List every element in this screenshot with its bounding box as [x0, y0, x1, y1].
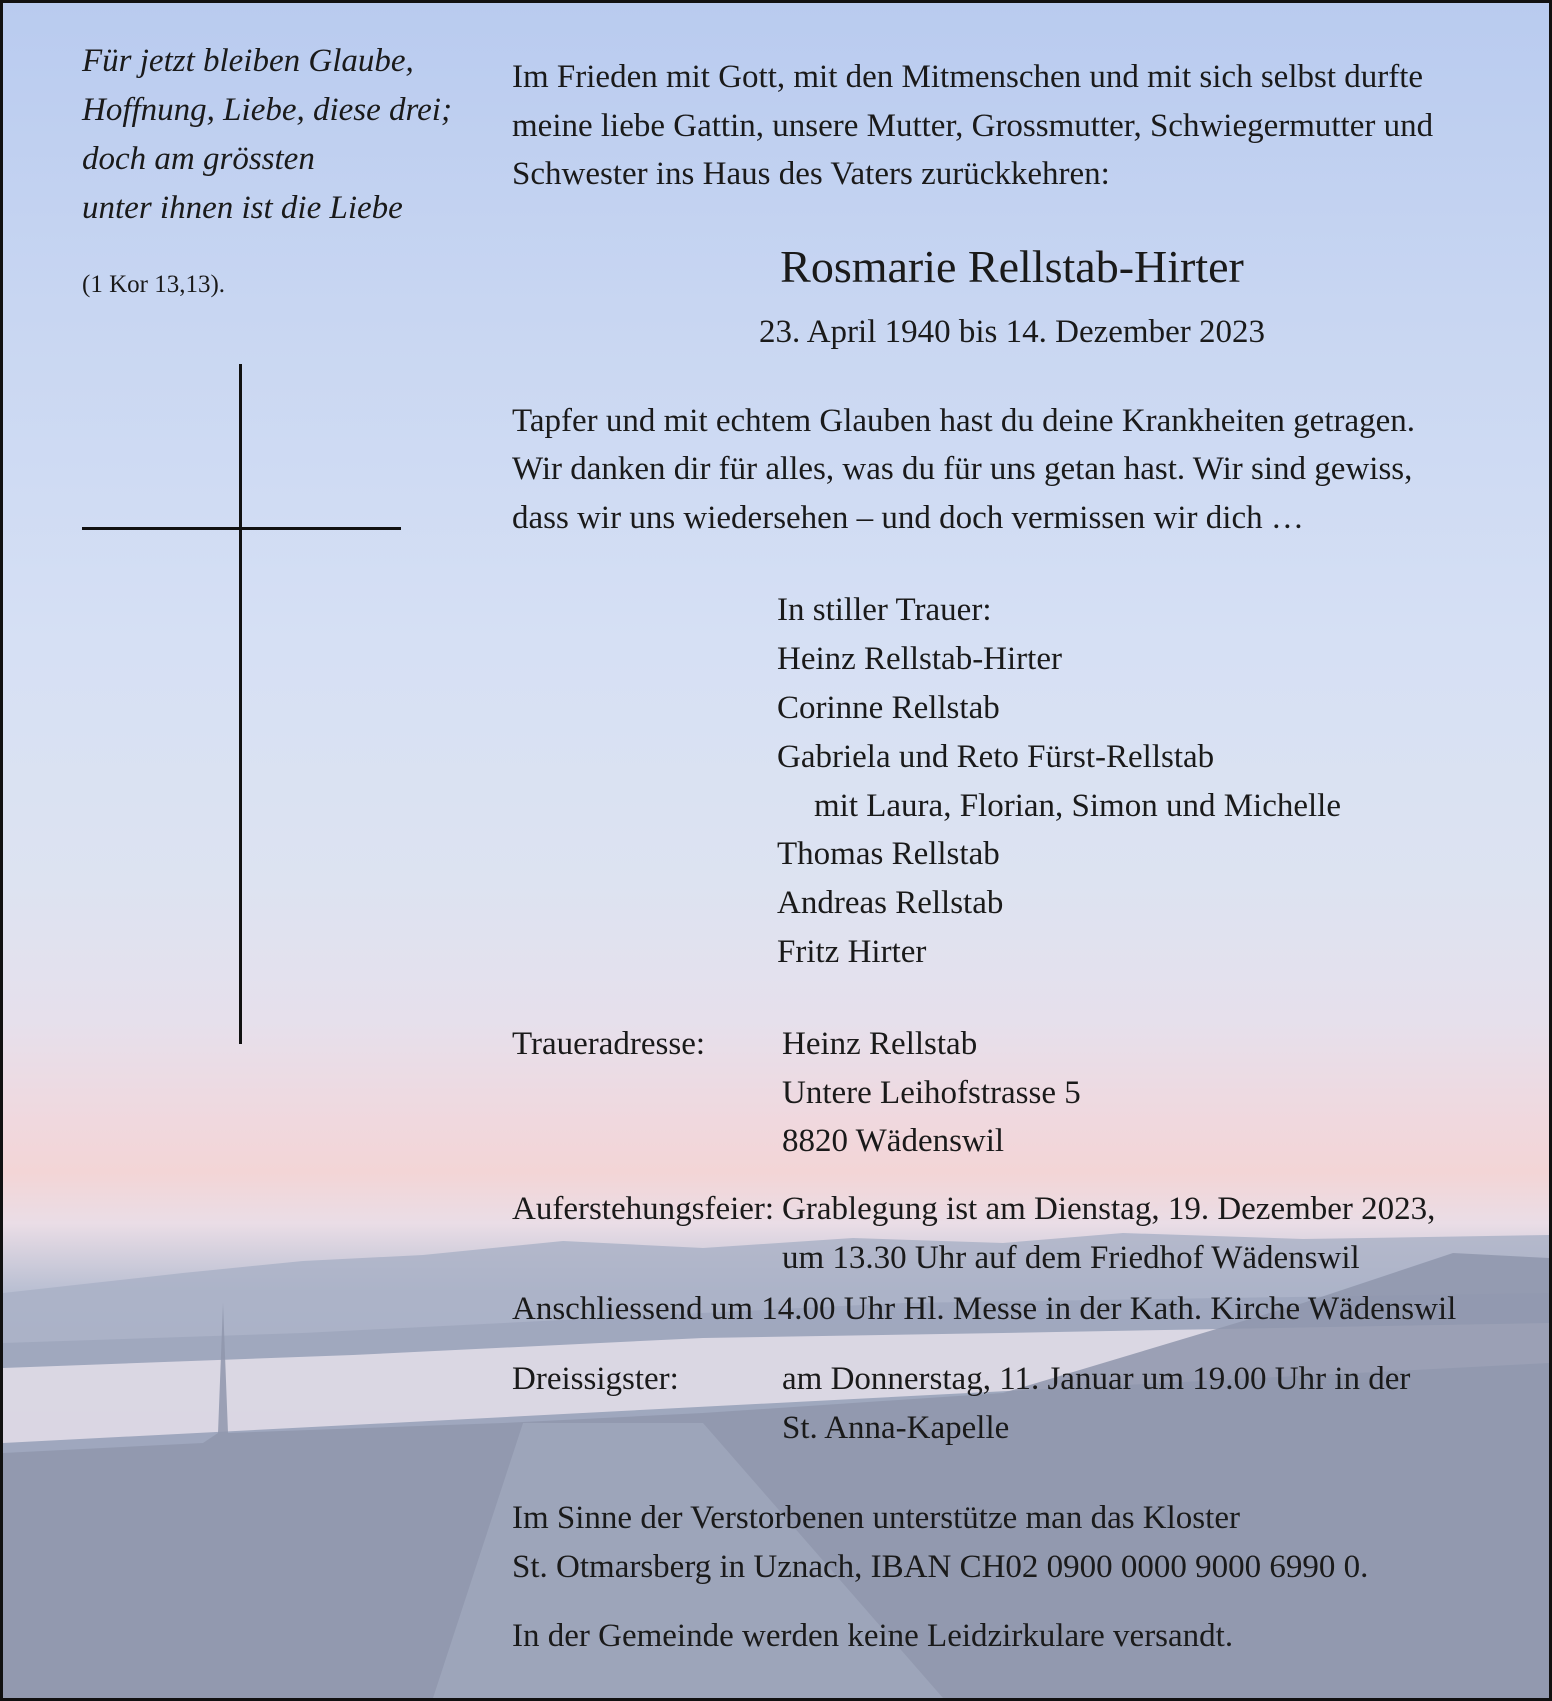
verse-line: Hoffnung, Liebe, diese drei; — [82, 92, 452, 128]
address-label: Traueradresse: — [512, 1026, 706, 1062]
life-dates: 23. April 1940 bis 14. Dezember 2023 — [759, 314, 1265, 350]
address-line: 8820 Wädenswil — [782, 1123, 1005, 1159]
mourner: Fritz Hirter — [777, 934, 927, 970]
ceremony-line: um 13.30 Uhr auf dem Friedhof Wädenswil — [782, 1240, 1360, 1276]
intro-line: Im Frieden mit Gott, mit den Mitmenschen und mit sich selbst durfte — [512, 59, 1424, 95]
cross-icon-bar — [82, 527, 401, 530]
closing-note: In der Gemeinde werden keine Leidzirkulare versandt. — [512, 1618, 1234, 1654]
thirtieth-line: St. Anna-Kapelle — [782, 1410, 1010, 1446]
mourners-heading: In stiller Trauer: — [777, 592, 992, 628]
cross-icon — [239, 364, 242, 1044]
thirtieth-line: am Donnerstag, 11. Januar um 19.00 Uhr in der — [782, 1361, 1411, 1397]
mourner: Corinne Rellstab — [777, 690, 1000, 726]
mourner: Thomas Rellstab — [777, 836, 1000, 872]
mourner: mit Laura, Florian, Simon und Michelle — [814, 788, 1342, 824]
deceased-name: Rosmarie Rellstab-Hirter — [780, 241, 1244, 292]
verse-line: Für jetzt bleiben Glaube, — [82, 43, 414, 79]
thirtieth-label: Dreissigster: — [512, 1361, 679, 1397]
ceremony-line: Grablegung ist am Dienstag, 19. Dezember 2023, — [782, 1191, 1436, 1227]
verse-line: unter ihnen ist die Liebe — [82, 190, 403, 226]
address-line: Heinz Rellstab — [782, 1026, 978, 1062]
message-line: Tapfer und mit echtem Glauben hast du deine Krankheiten getragen. — [512, 403, 1416, 439]
mourner: Gabriela und Reto Fürst-Rellstab — [777, 739, 1215, 775]
message-line: dass wir uns wiedersehen – und doch vermissen wir dich … — [512, 500, 1304, 536]
verse-citation: (1 Kor 13,13). — [82, 271, 226, 298]
mass-info: Anschliessend um 14.00 Uhr Hl. Messe in der Kath. Kirche Wädenswil — [512, 1291, 1457, 1327]
address-line: Untere Leihofstrasse 5 — [782, 1075, 1081, 1111]
donation-line: Im Sinne der Verstorbenen unterstütze man das Kloster — [512, 1500, 1240, 1536]
mourner: Andreas Rellstab — [777, 885, 1004, 921]
message-line: Wir danken dir für alles, was du für uns getan hast. Wir sind gewiss, — [512, 451, 1413, 487]
donation-line: St. Otmarsberg in Uznach, IBAN CH02 0900 0000 9000 6990 0. — [512, 1549, 1369, 1585]
verse-line: doch am grössten — [82, 141, 315, 177]
ceremony-label: Auferstehungsfeier: — [512, 1191, 775, 1227]
intro-line: Schwester ins Haus des Vaters zurückkehren: — [512, 156, 1110, 192]
intro-line: meine liebe Gattin, unsere Mutter, Grossmutter, Schwiegermutter und — [512, 108, 1434, 144]
mourner: Heinz Rellstab-Hirter — [777, 641, 1062, 677]
